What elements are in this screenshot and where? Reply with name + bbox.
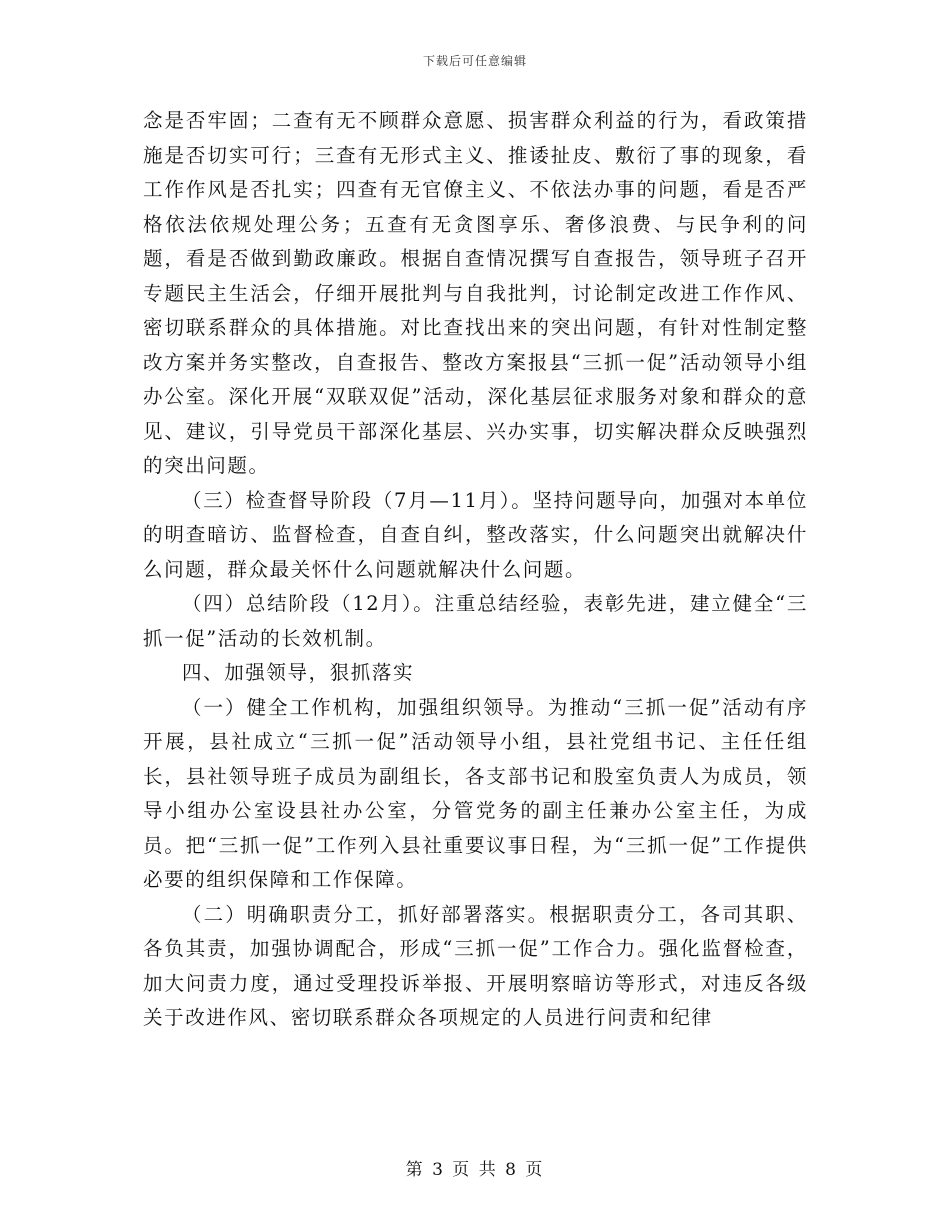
paragraph-inspection-stage: （三）检查督导阶段（7月—11月）。坚持问题导向，加强对本单位的明查暗访、监督检查，自查自纠，整改落实，什么问题突出就解决什么问题，群众最关怀什么问题就解决什么问题。 [143, 488, 808, 581]
paragraph-summary-stage: （四）总结阶段（12月）。注重总结经验，表彰先进，建立健全“三抓一促”活动的长效机制。 [143, 592, 808, 650]
paragraph-organization: （一）健全工作机构，加强组织领导。为推动“三抓一促”活动有序开展，县社成立“三抓一促”活动领导小组，县社党组书记、主任任组长，县社领导班子成员为副组长，各支部书记和股室负责人为成员，领导小组办公室设县社办公室，分管党务的副主任兼办公室主任，为成员。把“三抓一促”工作列入县社重要议事日程，为“三抓一促”工作提供必要的组织保障和工作保障。 [143, 695, 808, 891]
page-header: 下载后可任意编辑 [422, 54, 527, 68]
page-footer: 第 3 页 共 8 页 [405, 1160, 545, 1180]
section-heading-leadership: 四、加强领导，狠抓落实 [182, 661, 415, 684]
document-body [143, 104, 808, 1036]
paragraph-continued: 念是否牢固；二查有无不顾群众意愿、损害群众利益的行为，看政策措施是否切实可行；三查有无形式主义、推诿扯皮、敷衍了事的现象，看工作作风是否扎实；四查有无官僚主义、不依法办事的问题，看是否严格依法依规处理公务；五查有无贪图享乐、奢侈浪费、与民争利的问题，看是否做到勤政廉政。根据自查情况撰写自查报告，领导班子召开专题民主生活会，仔细开展批判与自我批判，讨论制定改进工作作风、密切联系群众的具体措施。对比查找出来的突出问题，有针对性制定整改方案并务实整改，自查报告、整改方案报县“三抓一促”活动领导小组办公室。深化开展“双联双促”活动，深化基层征求服务对象和群众的意见、建议，引导党员干部深化基层、兴办实事，切实解决群众反映强烈的突出问题。 [143, 109, 808, 477]
paragraph-responsibilities: （二）明确职责分工，抓好部署落实。根据职责分工，各司其职、各负其责，加强协调配合，形成“三抓一促”工作合力。强化监督检查，加大问责力度，通过受理投诉举报、开展明察暗访等形式，对违反各级关于改进作风、密切联系群众各项规定的人员进行问责和纪律 [143, 902, 808, 1029]
